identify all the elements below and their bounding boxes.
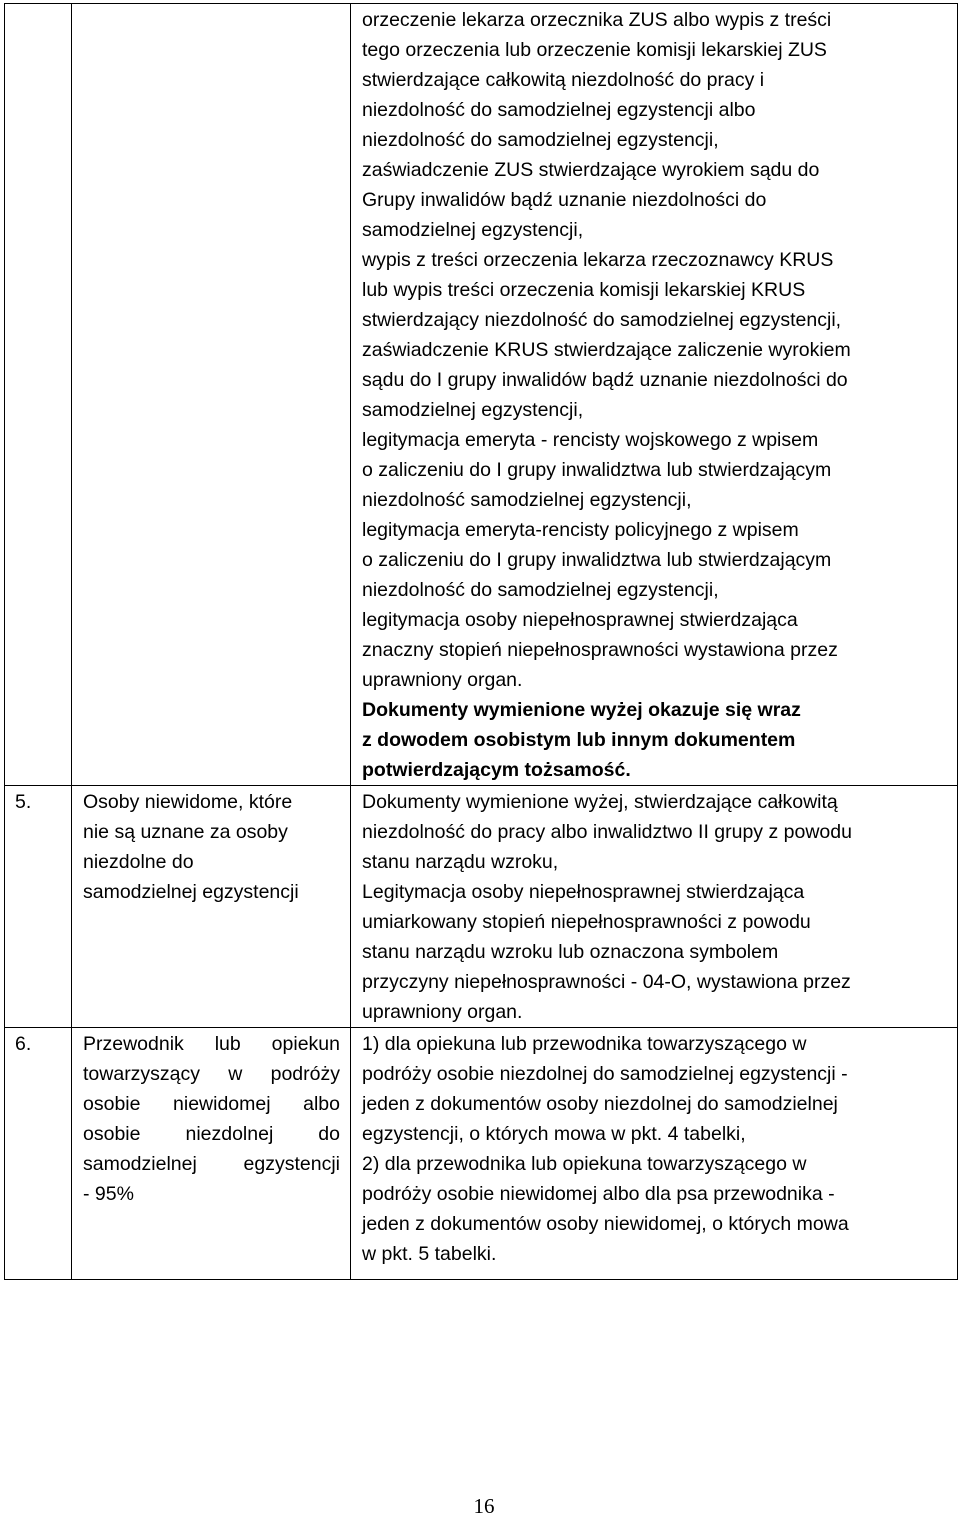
document-line: stanu narządu wzroku lub oznaczona symbolem <box>362 941 779 963</box>
document-line: zaświadczenie KRUS stwierdzające zaliczenie wyrokiem <box>362 339 851 361</box>
document-line: uprawniony organ. <box>362 1001 523 1023</box>
document-line: legitymacja emeryta - rencisty wojskowego z wpisem <box>362 429 819 451</box>
document-line: zaświadczenie ZUS stwierdzające wyrokiem sądu do <box>362 159 820 181</box>
table-row-5 <box>5 786 958 1028</box>
documents-cell <box>351 4 958 786</box>
row-name-line: Osoby niewidome, które <box>83 791 293 813</box>
document-line: samodzielnej egzystencji, <box>362 399 584 421</box>
document-line: Legitymacja osoby niepełnosprawnej stwierdzająca <box>362 881 805 903</box>
row-name-line: osobie niezdolnej do <box>83 1123 340 1145</box>
document-line: niezdolność do pracy albo inwalidztwo II grupy z powodu <box>362 821 852 843</box>
document-line: umiarkowany stopień niepełnosprawności z powodu <box>362 911 811 933</box>
document-line: przyczyny niepełnosprawności - 04-O, wystawiona przez <box>362 971 851 993</box>
document-line: lub wypis treści orzeczenia komisji lekarskiej KRUS <box>362 279 806 301</box>
document-line: podróży osobie niewidomej albo dla psa przewodnika - <box>362 1183 835 1205</box>
row-name-cell <box>72 786 351 1028</box>
document-line: podróży osobie niezdolnej do samodzielnej egzystencji - <box>362 1063 848 1085</box>
bold-note-line: potwierdzającym tożsamość. <box>362 759 631 781</box>
document-line: niezdolność do samodzielnej egzystencji, <box>362 129 719 151</box>
page-number: 16 <box>473 1494 495 1518</box>
document-line: uprawniony organ. <box>362 669 523 691</box>
row-name-cell <box>72 1028 351 1280</box>
bold-note-line: z dowodem osobistym lub innym dokumentem <box>362 729 796 751</box>
document-line: Grupy inwalidów bądź uznanie niezdolności do <box>362 189 767 211</box>
row-number-cell <box>5 4 72 786</box>
row-number: 6. <box>15 1033 32 1055</box>
document-line: o zaliczeniu do I grupy inwalidztwa lub stwierdzającym <box>362 459 832 481</box>
document-line: niezdolność samodzielnej egzystencji, <box>362 489 692 511</box>
table-row-continued <box>5 4 958 786</box>
document-line: 2) dla przewodnika lub opiekuna towarzyszącego w <box>362 1153 807 1175</box>
document-line: 1) dla opiekuna lub przewodnika towarzyszącego w <box>362 1033 807 1055</box>
document-line: stanu narządu wzroku, <box>362 851 559 873</box>
documents-cell <box>351 1028 958 1280</box>
document-line: niezdolność do samodzielnej egzystencji, <box>362 579 719 601</box>
document-line: jeden z dokumentów osoby niezdolnej do samodzielnej <box>362 1093 838 1115</box>
row-name-line: samodzielnej egzystencji <box>83 1153 340 1175</box>
documents-cell <box>351 786 958 1028</box>
document-line: w pkt. 5 tabelki. <box>362 1243 497 1265</box>
bold-note-line: Dokumenty wymienione wyżej okazuje się wraz <box>362 699 801 721</box>
document-line: wypis z treści orzeczenia lekarza rzeczoznawcy KRUS <box>362 249 834 271</box>
row-name-line: - 95% <box>83 1183 134 1205</box>
document-line: Dokumenty wymienione wyżej, stwierdzające całkowitą <box>362 791 838 813</box>
row-name-line: Przewodnik lub opiekun <box>83 1033 340 1055</box>
document-line: niezdolność do samodzielnej egzystencji albo <box>362 99 756 121</box>
document-line: sądu do I grupy inwalidów bądź uznanie niezdolności do <box>362 369 848 391</box>
document-line: legitymacja emeryta-rencisty policyjnego z wpisem <box>362 519 799 541</box>
row-name-cell <box>72 4 351 786</box>
row-number: 5. <box>15 791 32 813</box>
row-number-cell <box>5 1028 72 1280</box>
document-line: egzystencji, o których mowa w pkt. 4 tabelki, <box>362 1123 746 1145</box>
document-line: jeden z dokumentów osoby niewidomej, o których mowa <box>362 1213 849 1235</box>
document-line: stwierdzające całkowitą niezdolność do pracy i <box>362 69 765 91</box>
row-name-line: samodzielnej egzystencji <box>83 881 299 903</box>
document-table <box>4 3 958 1280</box>
row-number-cell <box>5 786 72 1028</box>
document-line: tego orzeczenia lub orzeczenie komisji lekarskiej ZUS <box>362 39 827 61</box>
document-line: znaczny stopień niepełnosprawności wystawiona przez <box>362 639 838 661</box>
row-name-line: niezdolne do <box>83 851 194 873</box>
identity-note <box>362 695 951 785</box>
row-name-line: nie są uznane za osoby <box>83 821 288 843</box>
document-line: legitymacja osoby niepełnosprawnej stwierdzająca <box>362 609 798 631</box>
row-name-line: towarzyszący w podróży <box>83 1063 340 1085</box>
row-name-line: osobie niewidomej albo <box>83 1093 340 1115</box>
document-line: o zaliczeniu do I grupy inwalidztwa lub stwierdzającym <box>362 549 832 571</box>
document-line: orzeczenie lekarza orzecznika ZUS albo wypis z treści <box>362 9 832 31</box>
table-row-6 <box>5 1028 958 1280</box>
document-line: stwierdzający niezdolność do samodzielnej egzystencji, <box>362 309 842 331</box>
documents-list <box>362 5 951 695</box>
document-line: samodzielnej egzystencji, <box>362 219 584 241</box>
